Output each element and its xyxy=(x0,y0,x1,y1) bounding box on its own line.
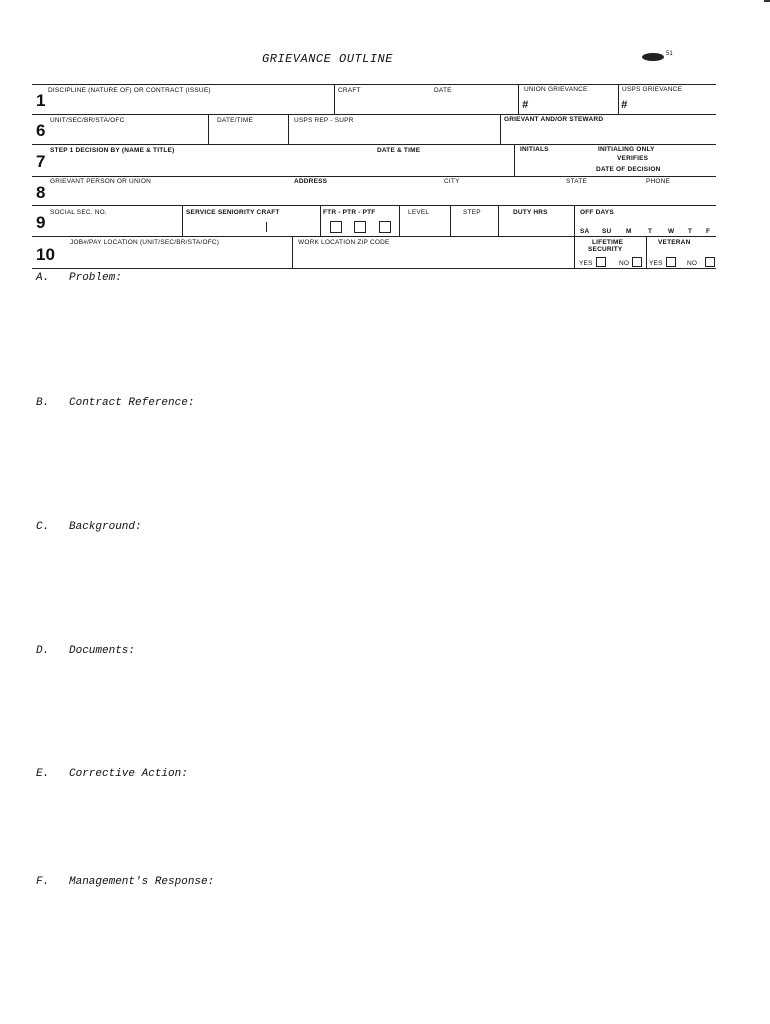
section-letter: A. xyxy=(36,272,50,284)
ftr-checkbox[interactable] xyxy=(330,221,342,233)
level-label: LEVEL xyxy=(408,209,430,216)
section-management-response xyxy=(36,876,214,888)
security-yes-label: YES xyxy=(579,260,593,267)
date-label: DATE xyxy=(434,87,452,94)
day-f: F xyxy=(706,228,711,235)
section-background xyxy=(36,521,142,533)
date-of-decision-label: DATE OF DECISION xyxy=(596,166,661,173)
veteran-label: VETERAN xyxy=(658,239,691,246)
step1-decision-label: STEP 1 DECISION BY (NAME & TITLE) xyxy=(50,147,175,154)
ssn-label: SOCIAL SEC. NO. xyxy=(50,209,107,216)
day-th: T xyxy=(688,228,693,235)
security-no-label: NO xyxy=(619,260,630,267)
section-letter: B. xyxy=(36,397,50,409)
union-grievance-label: UNION GRIEVANCE xyxy=(524,86,588,93)
day-sa: SA xyxy=(580,228,590,235)
veteran-no-label: NO xyxy=(687,260,698,267)
rule-row8 xyxy=(32,176,716,177)
usps-grievance-number-mark: # xyxy=(621,99,628,111)
section-label: Corrective Action: xyxy=(69,768,188,780)
section-label: Problem: xyxy=(69,272,122,284)
section-label: Background: xyxy=(69,521,142,533)
ptr-checkbox[interactable] xyxy=(354,221,366,233)
security-label: SECURITY xyxy=(588,246,623,253)
section-documents xyxy=(36,645,135,657)
usps-rep-label: USPS REP - SUPR xyxy=(294,117,354,124)
row-number-1: 1 xyxy=(36,91,46,110)
lifetime-label: LIFETIME xyxy=(592,239,624,246)
section-label: Contract Reference: xyxy=(69,397,195,409)
section-label: Management's Response: xyxy=(69,876,215,888)
phone-label: PHONE xyxy=(646,178,671,185)
union-logo-icon xyxy=(642,51,672,63)
union-grievance-number-mark: # xyxy=(522,99,529,111)
initials-label: INITIALS xyxy=(520,146,549,153)
seniority-label: SERVICE SENIORITY CRAFT xyxy=(186,209,280,216)
city-label: CITY xyxy=(444,178,460,185)
grievant-steward-label: GRIEVANT AND/OR STEWARD xyxy=(504,116,604,123)
security-no-checkbox[interactable] xyxy=(632,257,642,267)
work-zip-label: WORK LOCATION ZIP CODE xyxy=(298,239,390,246)
row-number-10: 10 xyxy=(36,245,55,264)
day-m: M xyxy=(626,228,632,235)
row-number-8: 8 xyxy=(36,183,46,202)
veteran-yes-label: YES xyxy=(649,260,663,267)
decision-datetime-label: DATE & TIME xyxy=(377,147,421,154)
craft-label: CRAFT xyxy=(338,87,361,94)
day-t: T xyxy=(648,228,653,235)
rule-row10 xyxy=(32,236,716,237)
security-yes-checkbox[interactable] xyxy=(596,257,606,267)
state-label: STATE xyxy=(566,178,587,185)
section-letter: C. xyxy=(36,521,50,533)
section-letter: E. xyxy=(36,768,50,780)
section-problem xyxy=(36,272,122,284)
grievance-form-grid xyxy=(32,82,716,270)
row-number-9: 9 xyxy=(36,213,46,232)
rule-bottom xyxy=(32,268,716,269)
grievant-person-label: GRIEVANT PERSON OR UNION xyxy=(50,178,151,185)
section-label: Documents: xyxy=(69,645,136,657)
section-contract-reference xyxy=(36,397,194,409)
address-label: ADDRESS xyxy=(294,178,328,185)
step-label: STEP xyxy=(463,209,481,216)
day-w: W xyxy=(668,228,675,235)
rule-top xyxy=(32,84,716,85)
rule-row7 xyxy=(32,144,716,145)
section-letter: F. xyxy=(36,876,50,888)
job-pay-location-label: JOB#/PAY LOCATION (UNIT/SEC/BR/STA/OFC) xyxy=(70,239,220,246)
ptf-checkbox[interactable] xyxy=(379,221,391,233)
veteran-no-checkbox[interactable] xyxy=(705,257,715,267)
section-corrective-action xyxy=(36,768,188,780)
usps-grievance-label: USPS GRIEVANCE xyxy=(622,86,683,93)
unit-label: UNIT/SEC/BR/STA/OFC xyxy=(50,117,125,124)
ftr-ptr-ptf-label: FTR - PTR - PTF xyxy=(323,209,376,216)
rule-row9 xyxy=(32,205,716,206)
logo-mark xyxy=(642,53,664,61)
row-number-6: 6 xyxy=(36,121,46,140)
discipline-label: DISCIPLINE (NATURE OF) OR CONTRACT (ISSUE) xyxy=(48,87,211,94)
section-letter: D. xyxy=(36,645,50,657)
row-number-7: 7 xyxy=(36,152,46,171)
logo-number: 51 xyxy=(666,51,673,57)
verifies-label: VERIFIES xyxy=(617,155,649,162)
veteran-yes-checkbox[interactable] xyxy=(666,257,676,267)
off-days-label: OFF DAYS xyxy=(580,209,614,216)
form-title: GRIEVANCE OUTLINE xyxy=(262,52,393,66)
datetime-label: DATE/TIME xyxy=(217,117,253,124)
duty-hrs-label: DUTY HRS xyxy=(513,209,548,216)
day-su: SU xyxy=(602,228,612,235)
page-edge-mark xyxy=(764,0,770,2)
initialing-only-label: INITIALING ONLY xyxy=(598,146,655,153)
rule-row6 xyxy=(32,114,716,115)
